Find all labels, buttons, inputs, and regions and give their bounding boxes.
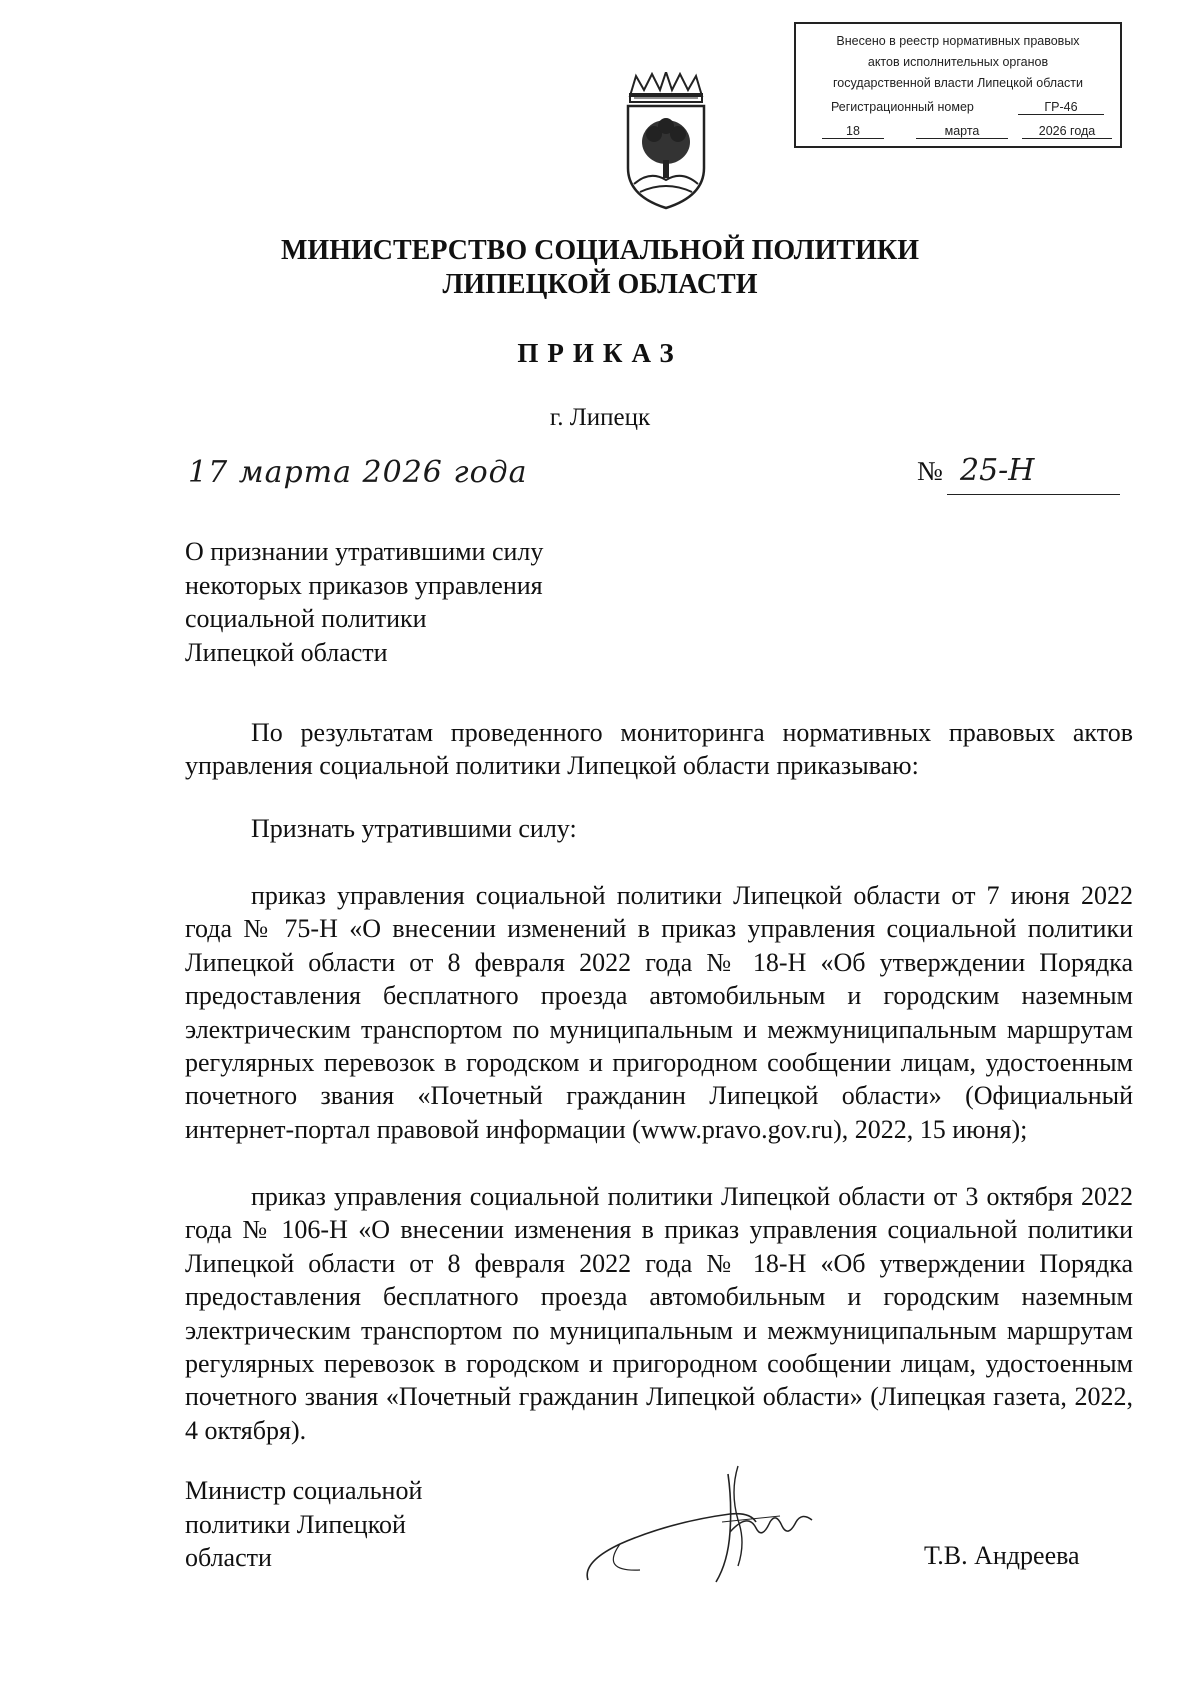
handwritten-signature [580,1462,840,1592]
signatory-title-line: Министр социальной [185,1476,423,1505]
city: г. Липецк [549,404,651,431]
revoked-order-item-1: приказ управления социальной политики Липецкой области от 7 июня 2022 года № 75-Н «О внесении изменений в приказ управления социальной политики Липецкой области от 8 февраля 2022 года № 18-Н «Об утверждении Порядка предоставления бесплатного проезда автомобильным и городским наземным электрическим транспортом по муниципальным и межмуниципальным маршрутам регулярных перевозок в городском и пригородном сообщении лицам, удостоенным почетного звания «Почетный гражданин Липецкой области» (Официальный интернет-портал правовой информации (www.pravo.gov.ru), 2022, 15 июня); [185,881,1133,1144]
revoked-order-item-2: приказ управления социальной политики Липецкой области от 3 октября 2022 года № 106-Н «О внесении изменения в приказ управления социальной политики Липецкой области от 8 февраля 2022 года № 18-Н «Об утверждении Порядка предоставления бесплатного проезда автомобильным и городским наземным электрическим транспортом по муниципальным и межмуниципальным маршрутам регулярных перевозок в городском и пригородном сообщении лицам, удостоенным почетного звания «Почетный гражданин Липецкой области» (Липецкая газета, 2022, 4 октября). [185,1182,1133,1445]
registry-stamp [794,22,1122,148]
handwritten-date: 17 марта 2026 года [188,455,528,490]
subject-line: Липецкой области [185,637,388,667]
stamp-day: 18 [822,124,884,139]
signatory-title-line: области [185,1543,272,1572]
number-underline [947,494,1120,495]
document-type: ПРИКАЗ [517,338,683,368]
resolve-paragraph: Признать утратившими силу: [251,814,577,843]
signatory-title [185,1474,422,1575]
intro-paragraph: По результатам проведенного мониторинга нормативных правовых актов управления социальной политики Липецкой области приказываю: [185,718,1133,781]
stamp-line-1: Внесено в реестр нормативных правовых [836,34,1080,48]
ministry-title-line-1: МИНИСТЕРСТВО СОЦИАЛЬНОЙ ПОЛИТИКИ [281,235,919,266]
subject-line: некоторых приказов управления [185,570,543,600]
lipetsk-coat-of-arms-icon [620,72,712,212]
stamp-year: 2026 года [1022,124,1112,139]
subject-line: О признании утратившими силу [185,537,544,566]
stamp-line-2: актов исполнительных органов [867,55,1049,69]
subject-line: социальной политики [185,604,427,633]
signatory-title-line: политики Липецкой [185,1509,406,1539]
stamp-reg-number: ГР-46 [1018,100,1104,115]
subject-block [185,535,543,669]
number-label: № [917,456,943,486]
ministry-title-line-2: ЛИПЕЦКОЙ ОБЛАСТИ [442,269,758,300]
stamp-line-3: государственной власти Липецкой области [832,76,1084,90]
signer-name: Т.В. Андреева [924,1541,1080,1570]
handwritten-number: 25-Н [960,453,1035,488]
stamp-month: марта [916,124,1008,139]
stamp-reg-label: Регистрационный номер [831,100,974,114]
